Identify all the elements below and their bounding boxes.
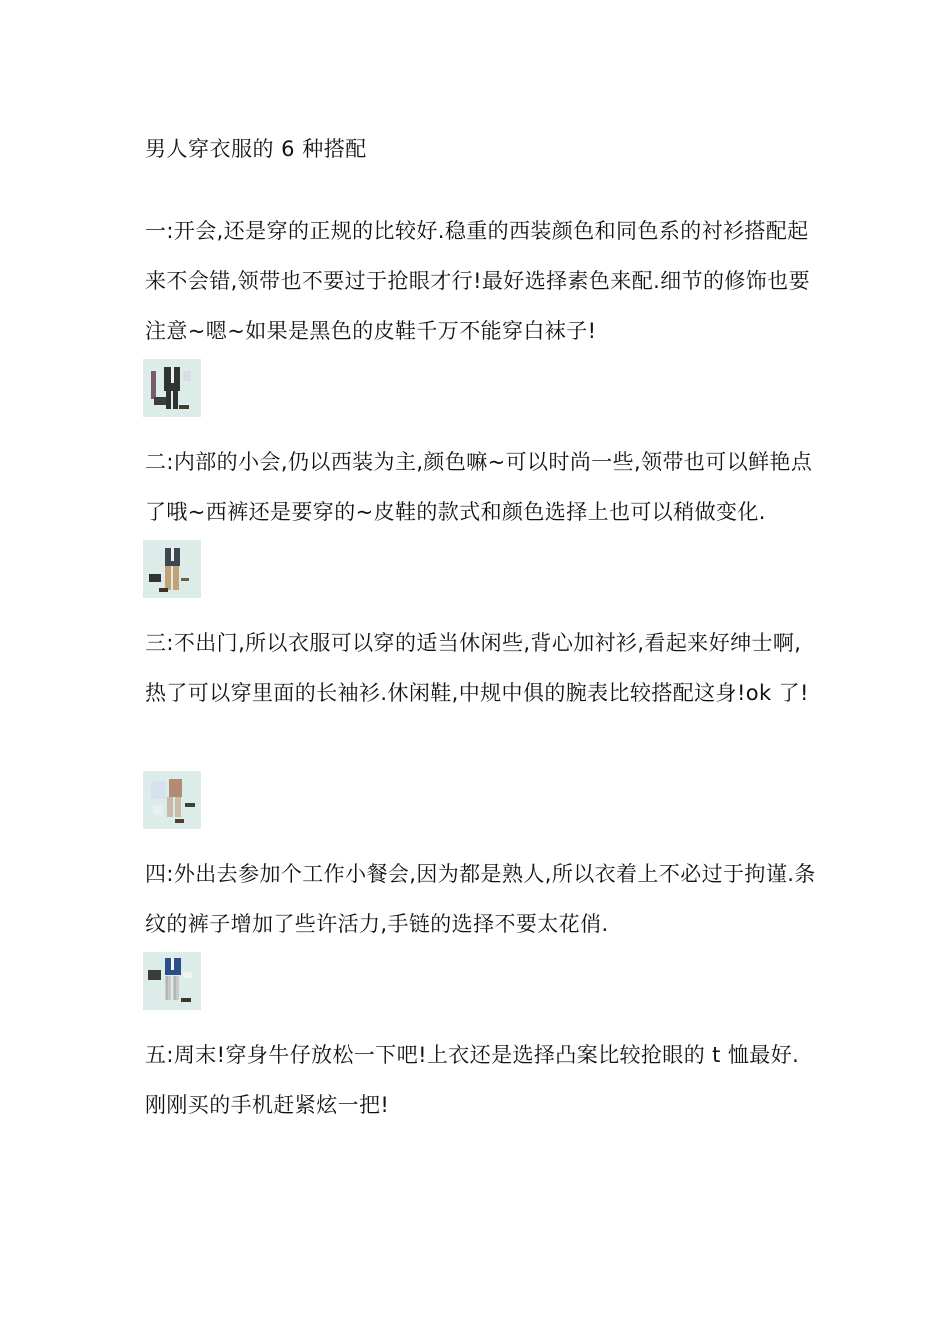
formal-suit-outfit-photo	[143, 359, 201, 417]
vest-shirt-outfit-photo	[143, 771, 201, 829]
section-1-text: 一:开会,还是穿的正规的比较好.稳重的西装颜色和同色系的衬衫搭配起来不会错,领带也不要过于抢眼才行!最好选择素色来配.细节的修饰也要注意~嗯~如果是黑色的皮鞋千万不能穿白袜子!	[145, 219, 810, 343]
section-4-text: 四:外出去参加个工作小餐会,因为都是熟人,所以衣着上不必过于拘谨.条纹的裤子增加了些许活力,手链的选择不要太花俏.	[145, 862, 816, 936]
blazer-khaki-outfit-photo	[143, 540, 201, 598]
section-3-text: 三:不出门,所以衣服可以穿的适当休闲些,背心加衬衫,看起来好绅士啊,热了可以穿里面的长袖衫.休闲鞋,中规中俱的腕表比较搭配这身!ok 了!	[145, 631, 809, 705]
document-title: 男人穿衣服的 6 种搭配	[145, 137, 367, 161]
striped-pants-outfit-photo	[143, 952, 201, 1010]
section-2-text: 二:内部的小会,仍以西装为主,颜色嘛~可以时尚一些,领带也可以鲜艳点了哦~西裤还是要穿的~皮鞋的款式和颜色选择上也可以稍做变化.	[145, 450, 813, 524]
section-5-text: 五:周末!穿身牛仔放松一下吧!上衣还是选择凸案比较抢眼的 t 恤最好.刚刚买的手机赶紧炫一把!	[145, 1043, 800, 1117]
